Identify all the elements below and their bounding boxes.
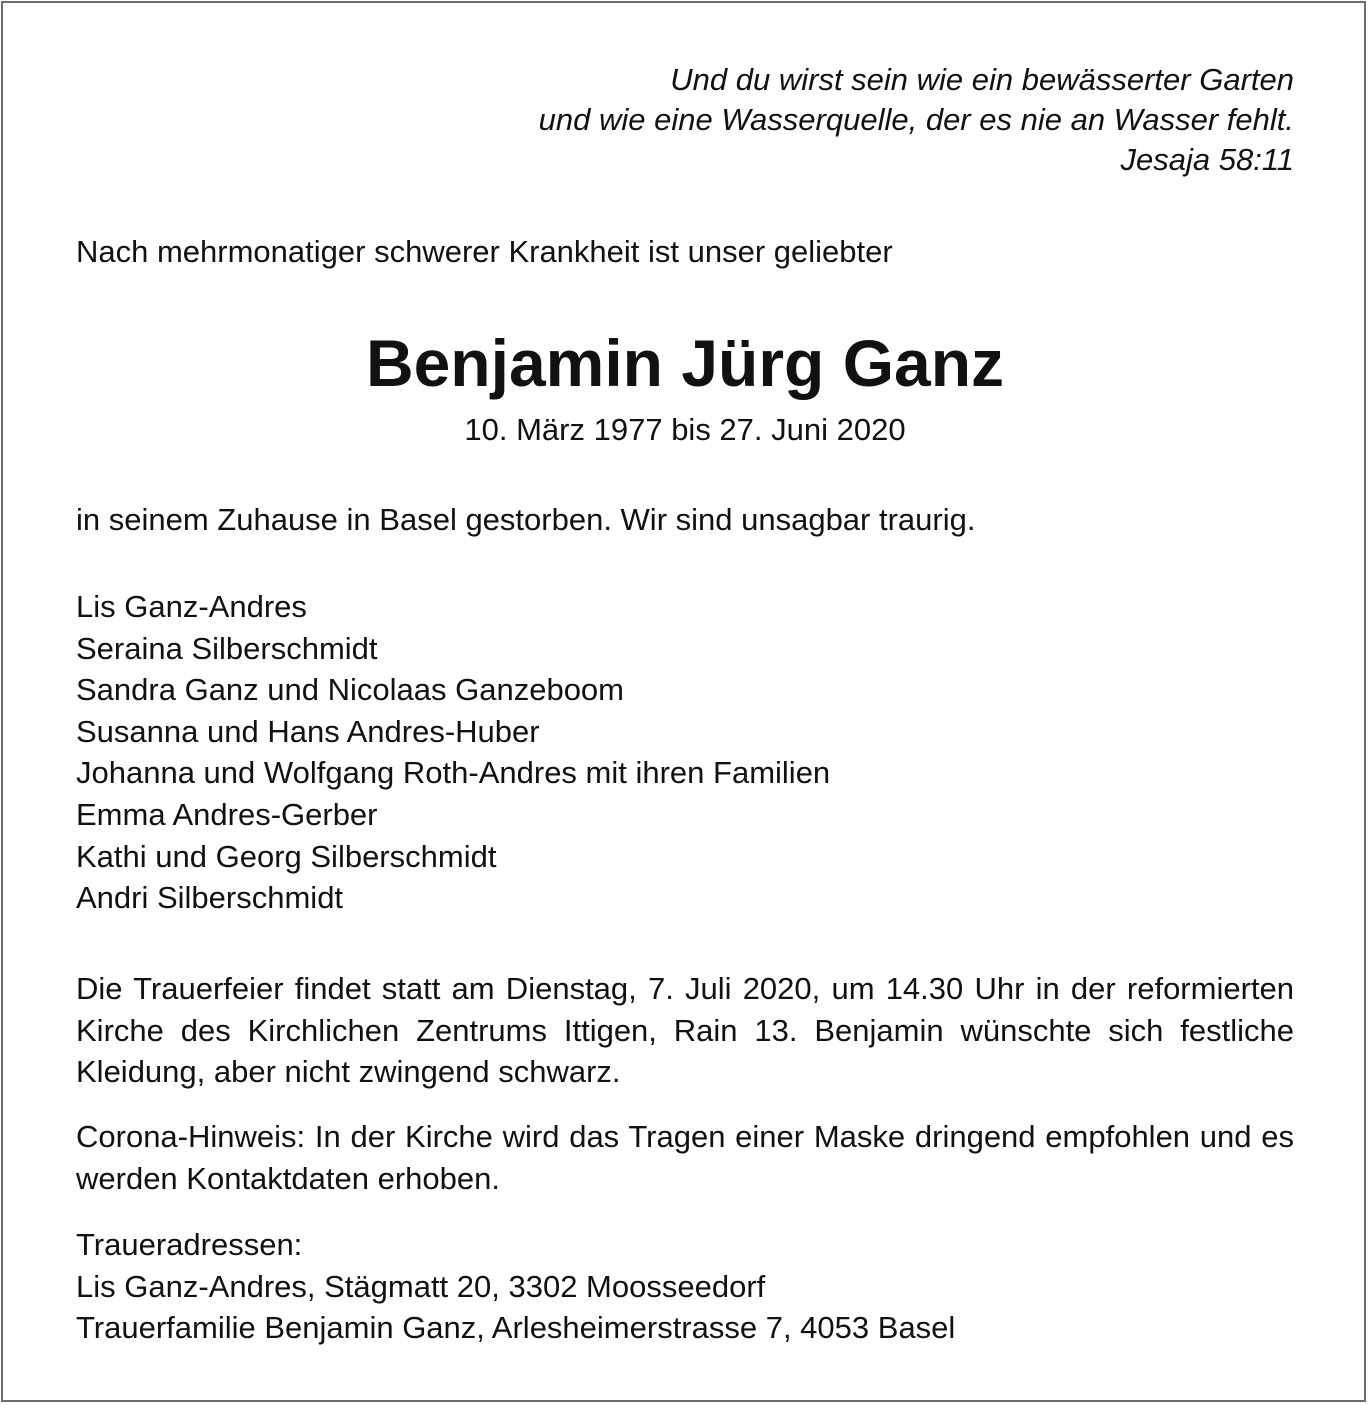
deceased-name: Benjamin Jürg Ganz	[365, 326, 1005, 400]
address-line: Lis Ganz-Andres, Stägmatt 20, 3302 Moosseedorf	[76, 1268, 766, 1304]
ceremony-paragraph: Die Trauerfeier findet statt am Dienstag, 7. Juli 2020, um 14.30 Uhr in der reformierten Kirche des Kirchlichen Zentrums Ittigen, Rain 13. Benjamin wünschte sich festliche Kleidung, aber nicht zwingend schwarz.	[76, 971, 1294, 1090]
death-statement: in seinem Zuhause in Basel gestorben. Wir sind unsagbar traurig.	[76, 502, 976, 537]
corona-notice: Corona-Hinweis: In der Kirche wird das Tragen einer Maske dringend empfohlen und es werden Kontaktdaten erhoben.	[76, 1119, 1294, 1196]
mourning-addresses	[76, 1224, 955, 1349]
bible-verse	[539, 60, 1294, 180]
mourner-item: Andri Silberschmidt	[76, 880, 344, 916]
mourner-item: Seraina Silberschmidt	[76, 630, 378, 666]
life-dates: 10. März 1977 bis 27. Juni 2020	[464, 412, 906, 447]
mourners-list	[76, 586, 830, 919]
mourner-item: Johanna und Wolfgang Roth-Andres mit ihren Familien	[76, 755, 831, 791]
addresses-heading: Traueradressen:	[76, 1227, 303, 1262]
verse-line-1: Und du wirst sein wie ein bewässerter Garten	[670, 62, 1294, 97]
mourner-item: Lis Ganz-Andres	[76, 589, 307, 624]
verse-line-2: und wie eine Wasserquelle, der es nie an Wasser fehlt.	[538, 102, 1294, 137]
mourner-item: Susanna und Hans Andres-Huber	[76, 713, 540, 749]
mourner-item: Emma Andres-Gerber	[76, 796, 378, 832]
mourner-item: Kathi und Georg Silberschmidt	[76, 838, 497, 874]
mourner-item: Sandra Ganz und Nicolaas Ganzeboom	[76, 672, 624, 708]
verse-reference: Jesaja 58:11	[1120, 142, 1294, 177]
address-line: Trauerfamilie Benjamin Ganz, Arlesheimerstrasse 7, 4053 Basel	[76, 1310, 956, 1346]
intro-text: Nach mehrmonatiger schwerer Krankheit ist unser geliebter	[76, 234, 893, 269]
